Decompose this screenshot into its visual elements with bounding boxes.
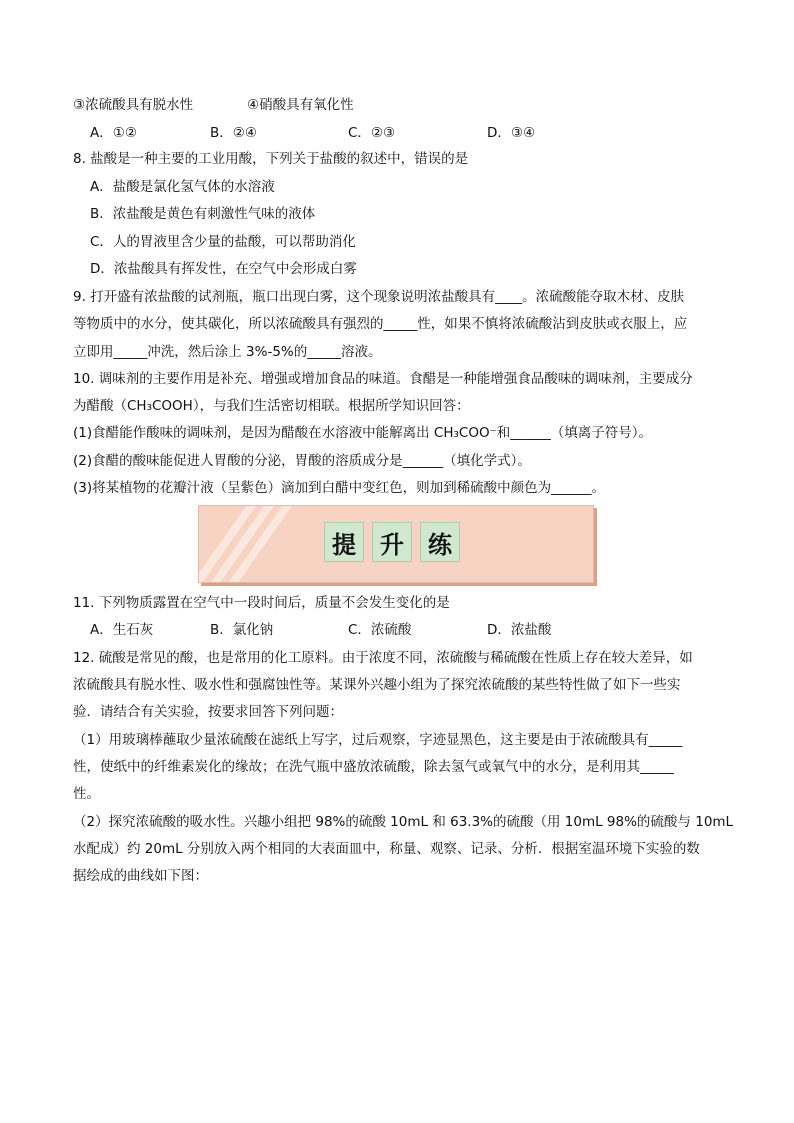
banner-char-1: 提: [324, 522, 364, 562]
section-banner: [198, 505, 594, 583]
q10-line-1: 10. 调味剂的主要作用是补充、增强或增加食品的味道。食醋是一种能增强食品酸味的调味剂，主要成分: [73, 371, 693, 387]
q12-sub-1-line-2: 性，使纸中的纤维素炭化的缘故；在洗气瓶中盛放浓硫酸，除去氢气或氧气中的水分，是利用其_____: [73, 759, 674, 775]
q12-sub-2-line-1: （2）探究浓硫酸的吸水性。兴趣小组把 98%的硫酸 10mL 和 63.3%的硫酸（用 10mL 98%的硫酸与 10mL: [73, 814, 734, 830]
q7-statement-3: ③浓硫酸具有脱水性: [73, 97, 194, 113]
q7-option-b: B．②④: [210, 125, 257, 141]
q12-line-1: 12. 硫酸是常见的酸，也是常用的化工原料。由于浓度不同，浓硫酸与稀硫酸在性质上存在较大差异，如: [73, 650, 693, 666]
q8-stem: 8. 盐酸是一种主要的工业用酸，下列关于盐酸的叙述中，错误的是: [73, 151, 469, 167]
banner-char-2: 升: [372, 522, 412, 562]
q11-option-d: D．浓盐酸: [487, 622, 552, 638]
q10-sub-3: (3)将某植物的花瓣汁液（呈紫色）滴加到白醋中变红色，则加到稀硫酸中颜色为______。: [73, 480, 606, 496]
banner-char-3: 练: [420, 522, 460, 562]
q12-sub-2-line-2: 水配成）约 20mL 分别放入两个相同的大表面皿中，称量、观察、记录、分析．根据室温环境下实验的数: [73, 841, 700, 857]
q8-option-b: B．浓盐酸是黄色有刺激性气味的液体: [90, 206, 316, 222]
q12-line-2: 浓硫酸具有脱水性、吸水性和强腐蚀性等。某课外兴趣小组为了探究浓硫酸的某些特性做了如下一些实: [73, 677, 681, 693]
q7-statement-4: ④硝酸具有氧化性: [247, 97, 354, 113]
banner-title: [324, 522, 460, 562]
q12-sub-1-line-3: 性。: [73, 786, 100, 802]
q8-option-c: C．人的胃液里含少量的盐酸，可以帮助消化: [90, 234, 356, 250]
banner-stripe: [198, 505, 261, 583]
q11-option-c: C．浓硫酸: [348, 622, 412, 638]
q9-line-1: 9. 打开盛有浓盐酸的试剂瓶，瓶口出现白雾，这个现象说明浓盐酸具有____。浓硫酸能夺取木材、皮肤: [73, 289, 685, 305]
q7-option-d: D．③④: [487, 125, 536, 141]
q10-sub-2: (2)食醋的酸味能促进人胃酸的分泌，胃酸的溶质成分是______（填化学式）。: [73, 453, 531, 469]
q7-option-c: C．②③: [348, 125, 396, 141]
q11-option-b: B．氯化钠: [210, 622, 274, 638]
q9-line-2: 等物质中的水分，使其碳化，所以浓硫酸具有强烈的_____性，如果不慎将浓硫酸沾到皮肤或衣服上，应: [73, 316, 688, 332]
q12-sub-2-line-3: 据绘成的曲线如下图：: [73, 868, 208, 884]
q8-option-d: D．浓盐酸具有挥发性，在空气中会形成白雾: [90, 261, 357, 277]
q9-line-3: 立即用_____冲洗，然后涂上 3%-5%的_____溶液。: [73, 344, 382, 360]
q8-option-a: A．盐酸是氯化氢气体的水溶液: [90, 179, 275, 195]
q7-option-a: A．①②: [90, 125, 137, 141]
q10-line-2: 为醋酸（CH₃COOH），与我们生活密切相联。根据所学知识回答：: [73, 398, 470, 414]
q10-sub-1: (1)食醋能作酸味的调味剂，是因为醋酸在水溶液中能解离出 CH₃COO⁻和______（填离子符号）。: [73, 425, 652, 441]
q11-option-a: A．生石灰: [90, 622, 154, 638]
q12-sub-1-line-1: （1）用玻璃棒蘸取少量浓硫酸在滤纸上写字，过后观察，字迹显黑色，这主要是由于浓硫酸具有_____: [73, 732, 683, 748]
q12-line-3: 验．请结合有关实验，按要求回答下列问题：: [73, 704, 343, 720]
q11-stem: 11. 下列物质露置在空气中一段时间后，质量不会发生变化的是: [73, 595, 450, 611]
